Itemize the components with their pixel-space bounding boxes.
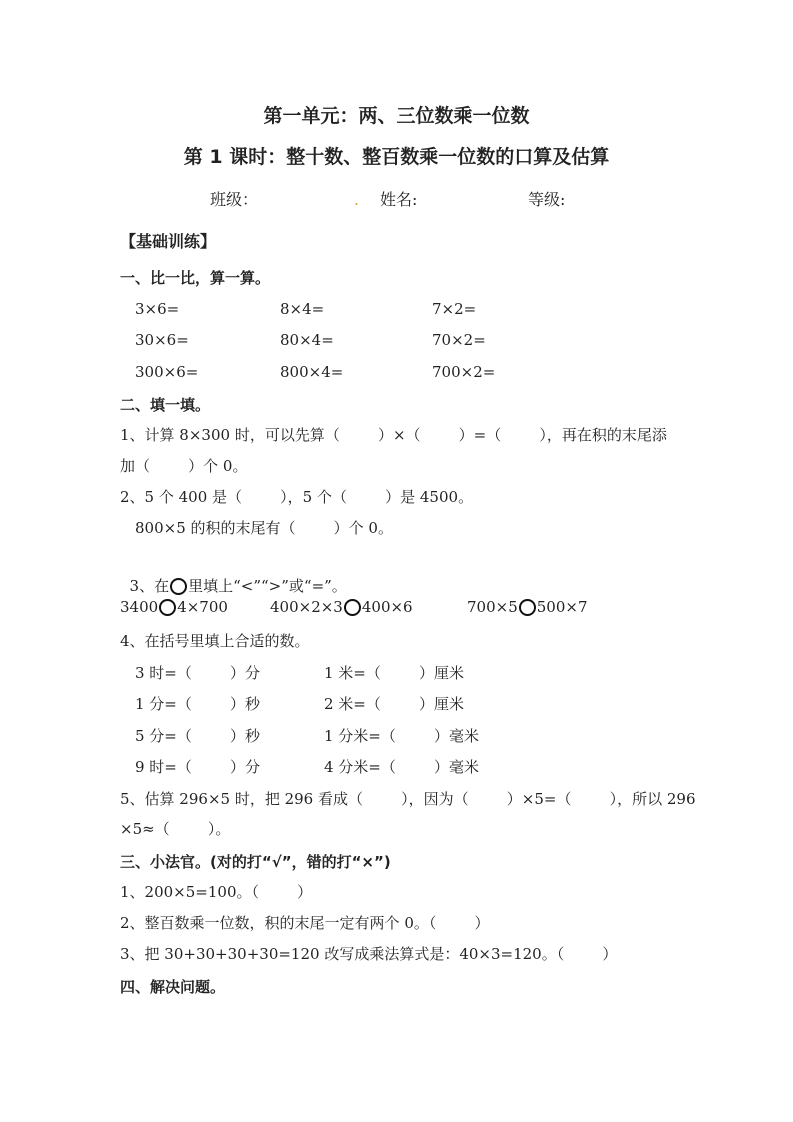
dot-mark: . — [354, 191, 359, 209]
question-2-4: 4、在括号里填上合适的数。 — [120, 632, 310, 650]
part3-heading: 三、小法官。(对的打“√”，错的打“×”) — [120, 853, 391, 871]
calc-item: 700×2= — [432, 363, 496, 381]
part4-heading: 四、解决问题。 — [120, 978, 226, 996]
compare-item — [467, 597, 588, 617]
conversion-item: 1 米=（ ）厘米 — [324, 664, 465, 682]
page-title: 第一单元：两、三位数乘一位数 — [263, 105, 530, 127]
compare-left: 400×2×3 — [270, 598, 343, 616]
conversion-item: 5 分=（ ）秒 — [135, 727, 261, 745]
calc-item: 30×6= — [135, 331, 189, 349]
question-2-3 — [120, 556, 347, 596]
calc-item: 800×4= — [280, 363, 344, 381]
conversion-item: 4 分米=（ ）毫米 — [324, 758, 480, 776]
class-label: 班级： — [210, 190, 259, 209]
calc-item: 8×4= — [280, 300, 325, 318]
calc-item: 80×4= — [280, 331, 334, 349]
question-2-2b: 800×5 的积的末尾有（ ）个 0。 — [135, 519, 393, 537]
circle-icon — [170, 578, 187, 595]
q3-prefix: 3、在 — [129, 577, 170, 595]
question-2-1b: 加（ ）个 0。 — [120, 457, 248, 475]
calc-item: 7×2= — [432, 300, 477, 318]
compare-left: 700×5 — [467, 598, 518, 616]
calc-item: 300×6= — [135, 363, 199, 381]
judge-item: 2、整百数乘一位数，积的末尾一定有两个 0。（ ） — [120, 914, 490, 932]
compare-right: 500×7 — [536, 598, 588, 616]
circle-icon — [344, 599, 361, 616]
question-2-5b: ×5≈（ ）。 — [120, 820, 231, 838]
conversion-item: 3 时=（ ）分 — [135, 664, 261, 682]
judge-item: 3、把 30+30+30+30=120 改写成乘法算式是：40×3=120。（ ） — [120, 945, 618, 963]
lesson-subtitle: 第 1 课时：整十数、整百数乘一位数的口算及估算 — [183, 146, 610, 168]
calc-item: 3×6= — [135, 300, 180, 318]
circle-icon — [519, 599, 536, 616]
circle-icon — [159, 599, 176, 616]
judge-item: 1、200×5=100。（ ） — [120, 883, 313, 901]
section-basic-training: 【基础训练】 — [120, 232, 217, 251]
part2-heading: 二、填一填。 — [120, 396, 211, 414]
compare-item — [270, 597, 413, 617]
question-2-2a: 2、5 个 400 是（ ），5 个（ ）是 4500。 — [120, 488, 474, 506]
question-2-5a: 5、估算 296×5 时，把 296 看成（ ），因为（ ）×5=（ ），所以 296 — [120, 790, 696, 808]
calc-item: 70×2= — [432, 331, 486, 349]
conversion-item: 1 分=（ ）秒 — [135, 695, 261, 713]
grade-label: 等级: — [528, 190, 566, 209]
question-2-1a: 1、计算 8×300 时，可以先算（ ）×（ ）=（ ），再在积的末尾添 — [120, 426, 667, 444]
conversion-item: 9 时=（ ）分 — [135, 758, 261, 776]
compare-item — [120, 597, 228, 617]
q3-suffix: 里填上“<”“>”或“=”。 — [188, 577, 347, 595]
compare-right: 400×6 — [361, 598, 413, 616]
compare-left: 3400 — [120, 598, 159, 616]
compare-right: 4×700 — [177, 598, 228, 616]
conversion-item: 2 米=（ ）厘米 — [324, 695, 465, 713]
name-label: 姓名: — [380, 190, 418, 209]
conversion-item: 1 分米=（ ）毫米 — [324, 727, 480, 745]
part1-heading: 一、比一比，算一算。 — [120, 269, 271, 287]
